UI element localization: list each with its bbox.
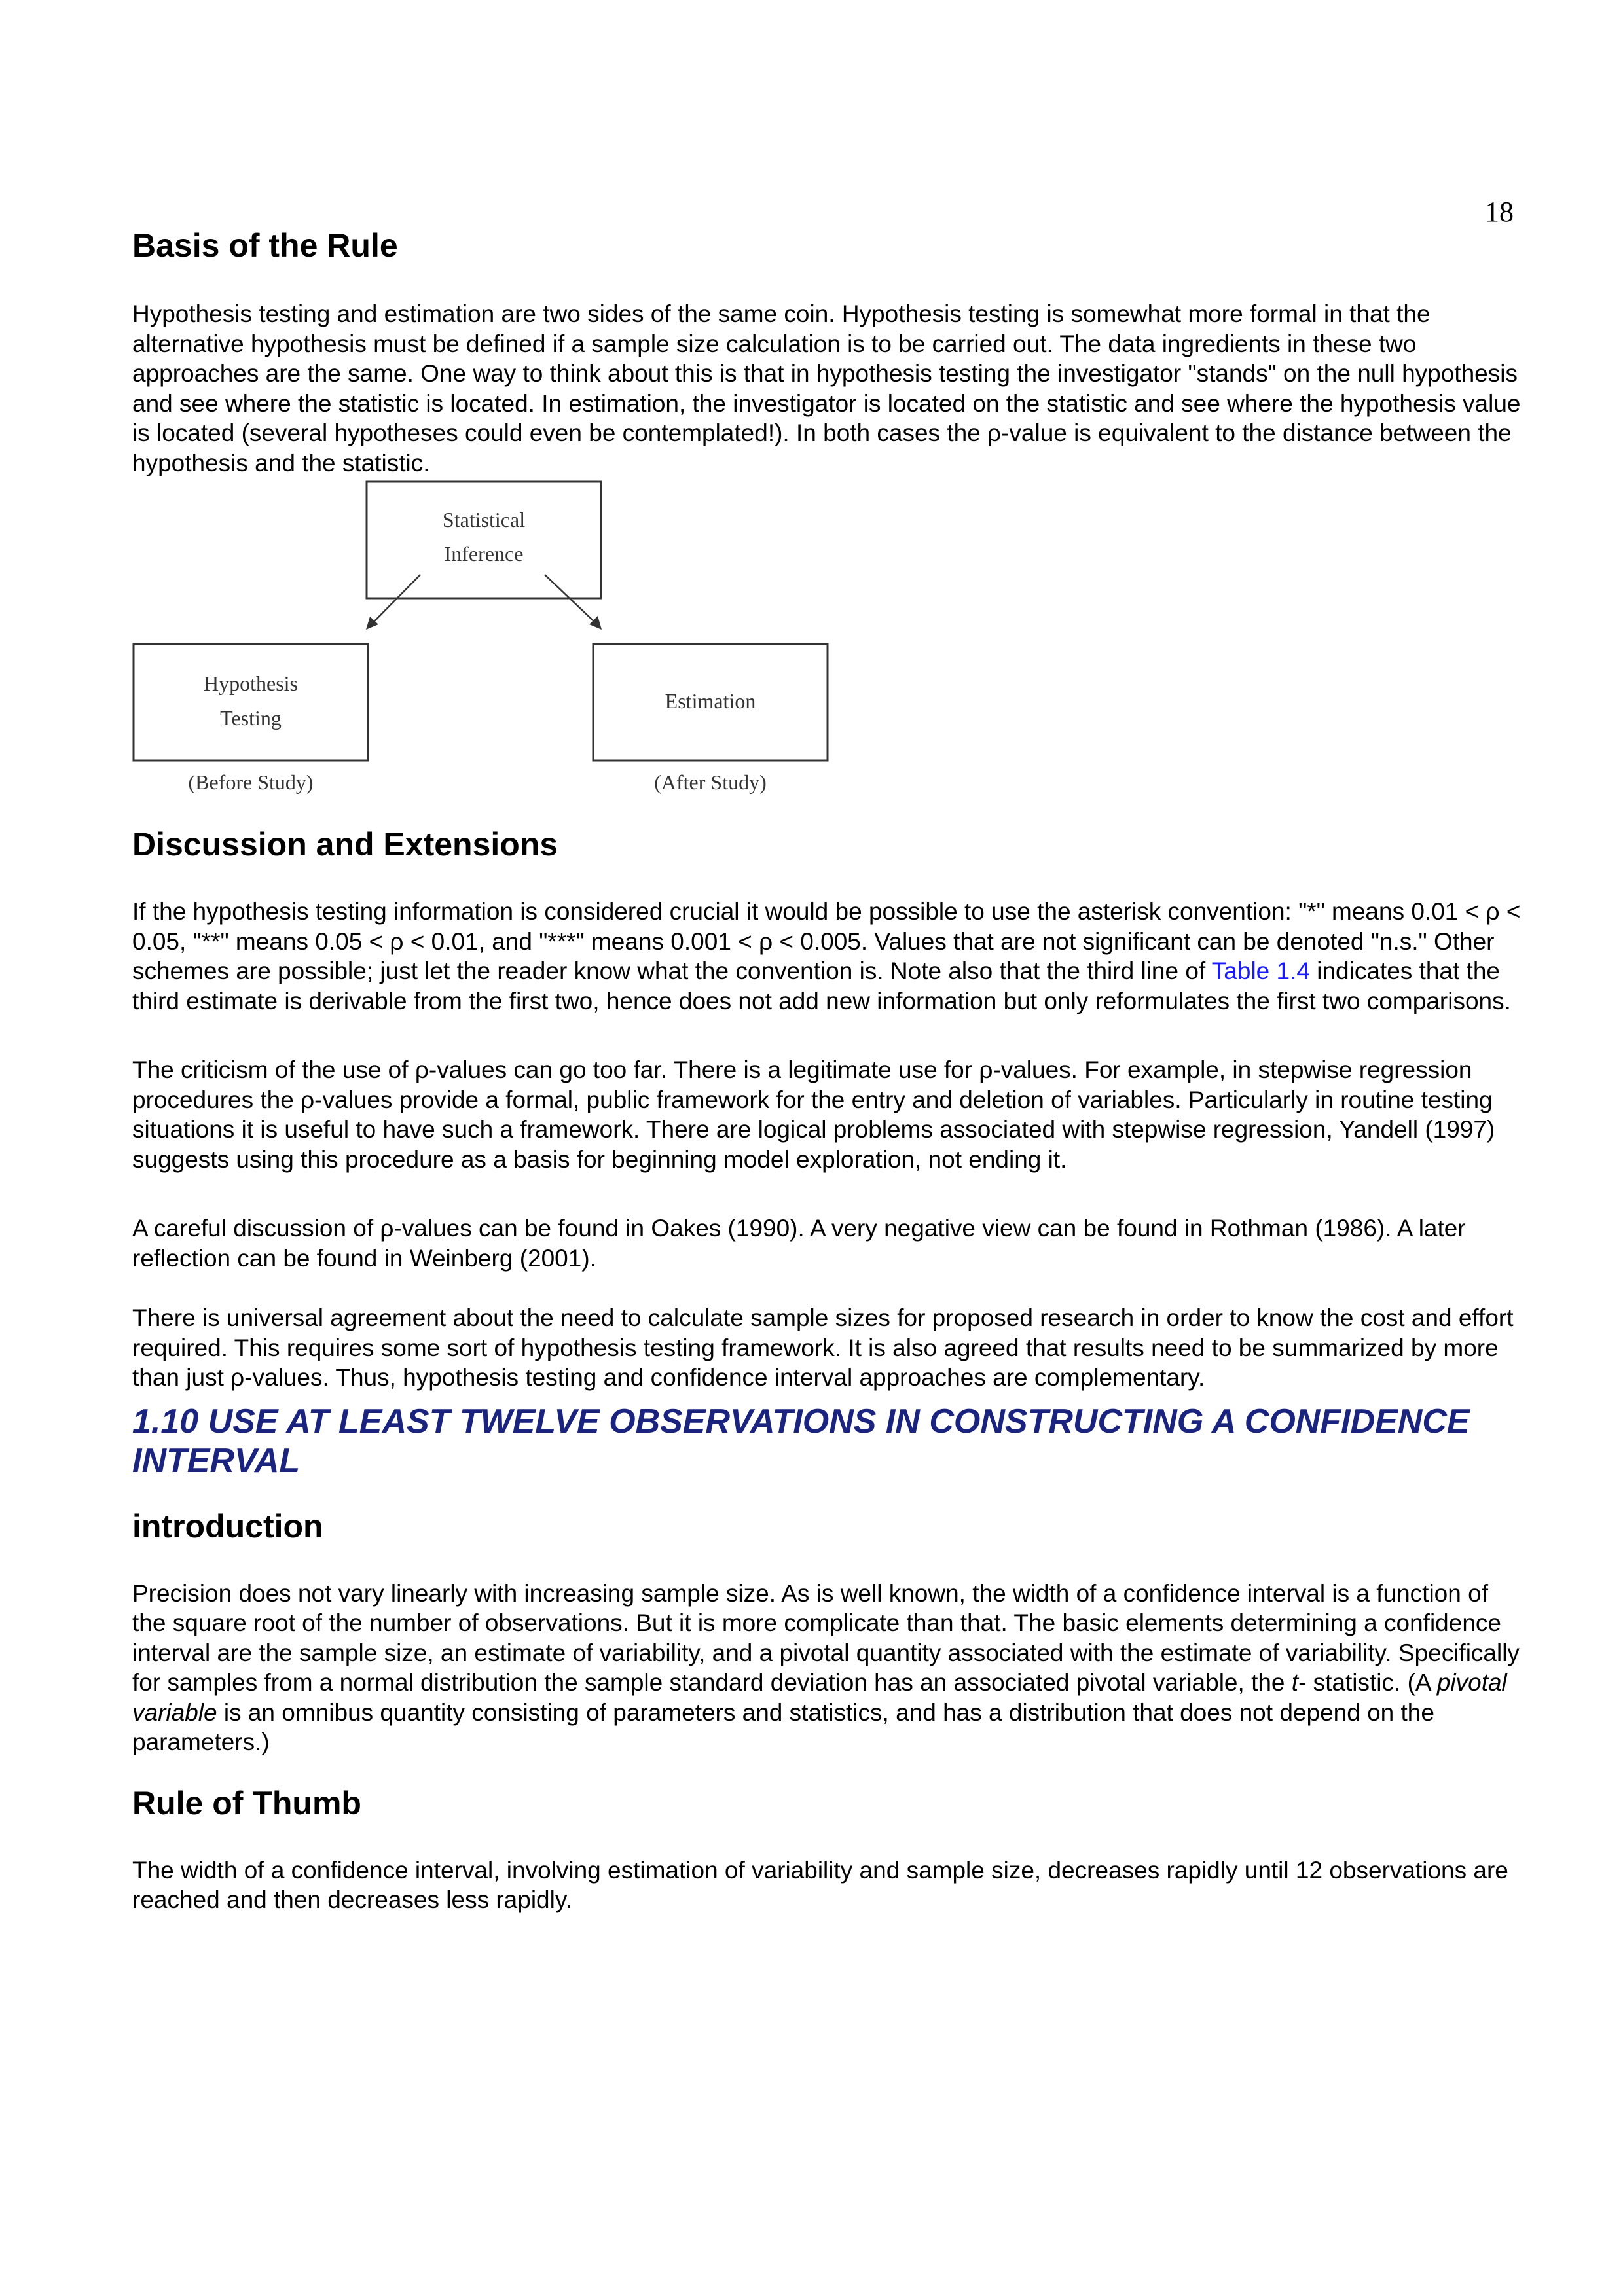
intro-text-c: is an omnibus quantity consisting of parameters and statistics, and has a distribution that does not depend on the parameters.) <box>132 1698 1434 1755</box>
rule-of-thumb-paragraph: The width of a confidence interval, involving estimation of variability and sample size, decreases rapidly until 12 observations are reached and then decreases less rapidly. <box>132 1856 1508 1913</box>
t-statistic-italic: t <box>1291 1669 1299 1696</box>
chapter-title: 1.10 USE AT LEAST TWELVE OBSERVATIONS IN CONSTRUCTING A CONFIDENCE INTERVAL <box>132 1402 1470 1480</box>
after-study-caption: (After Study) <box>654 770 767 794</box>
rule-of-thumb-heading: Rule of Thumb <box>132 1784 361 1821</box>
hypothesis-testing-box <box>134 644 368 761</box>
discussion-p1-text-a: If the hypothesis testing information is considered crucial it would be possible to use the asterisk convention: "*" means 0.01 < ρ < 0.05, "**" means 0.05 < ρ < 0.01, and "***" means 0.001 < ρ < 0.005. Values that are not significant can be denoted "n.s." Other schemes are possible; just let the reader know what the convention is. Note also that the third line of <box>132 898 1521 984</box>
basis-heading: Basis of the Rule <box>132 227 398 264</box>
estimation-label: Estimation <box>665 689 756 713</box>
statistical-inference-line1: Statistical <box>442 508 526 531</box>
intro-text-a: Precision does not vary linearly with increasing sample size. As is well known, the width of a confidence interval is a function of the square root of the number of observations. But it is more complicate than that. The basic elements determining a confidence interval are the sample size, an estimate of variability, and a pivotal quantity associated with the estimate of variability. Specifically for samples from a normal distribution the sample standard deviation has an associated pivotal variable, the <box>132 1579 1520 1696</box>
before-study-caption: (Before Study) <box>188 770 314 794</box>
discussion-paragraph-1 <box>132 897 1527 1016</box>
page-number: 18 <box>1485 196 1514 228</box>
pivotal-variable-italic: pivotal variable <box>132 1669 1507 1726</box>
statistical-inference-box <box>367 482 601 598</box>
discussion-paragraph-3: A careful discussion of ρ-values can be found in Oakes (1990). A very negative view can be found in Rothman (1986). A later reflection can be found in Weinberg (2001). <box>132 1215 1466 1272</box>
introduction-paragraph <box>132 1579 1527 1757</box>
statistical-inference-line2: Inference <box>444 542 524 565</box>
page-content <box>132 226 1527 1915</box>
hypothesis-testing-line1: Hypothesis <box>204 672 298 695</box>
intro-text-b: - statistic. (A <box>1298 1669 1437 1696</box>
inference-diagram <box>132 478 839 805</box>
discussion-p1-text-b: indicates that the third estimate is derivable from the first two, hence does not add new information but only reformulates the first two comparisons. <box>132 958 1511 1014</box>
discussion-paragraph-4: There is universal agreement about the need to calculate sample sizes for proposed research in order to know the cost and effort required. This requires some sort of hypothesis testing framework. It is also agreed that results need to be summarized by more than just ρ-values. Thus, hypothesis testing and confidence interval approaches are complementary. <box>132 1304 1514 1391</box>
discussion-paragraph-2: The criticism of the use of ρ-values can go too far. There is a legitimate use for ρ-values. For example, in stepwise regression procedures the ρ-values provide a formal, public framework for the entry and deletion of variables. Particularly in routine testing situations it is useful to have such a framework. There are logical problems associated with stepwise regression, Yandell (1997) suggests using this procedure as a basis for beginning model exploration, not ending it. <box>132 1056 1495 1173</box>
hypothesis-testing-line2: Testing <box>220 706 282 730</box>
introduction-heading: introduction <box>132 1507 323 1545</box>
basis-paragraph: Hypothesis testing and estimation are two sides of the same coin. Hypothesis testing is somewhat more formal in that the alternative hypothesis must be defined if a sample size calculation is to be carried out. The data ingredients in these two approaches are the same. One way to think about this is that in hypothesis testing the investigator "stands" on the null hypothesis and see where the statistic is located. In estimation, the investigator is located on the statistic and see where the hypothesis value is located (several hypotheses could even be contemplated!). In both cases the ρ-value is equivalent to the distance between the hypothesis and the statistic. <box>132 300 1521 476</box>
discussion-heading: Discussion and Extensions <box>132 826 558 863</box>
table-1-4-link[interactable]: Table 1.4 <box>1211 958 1310 984</box>
